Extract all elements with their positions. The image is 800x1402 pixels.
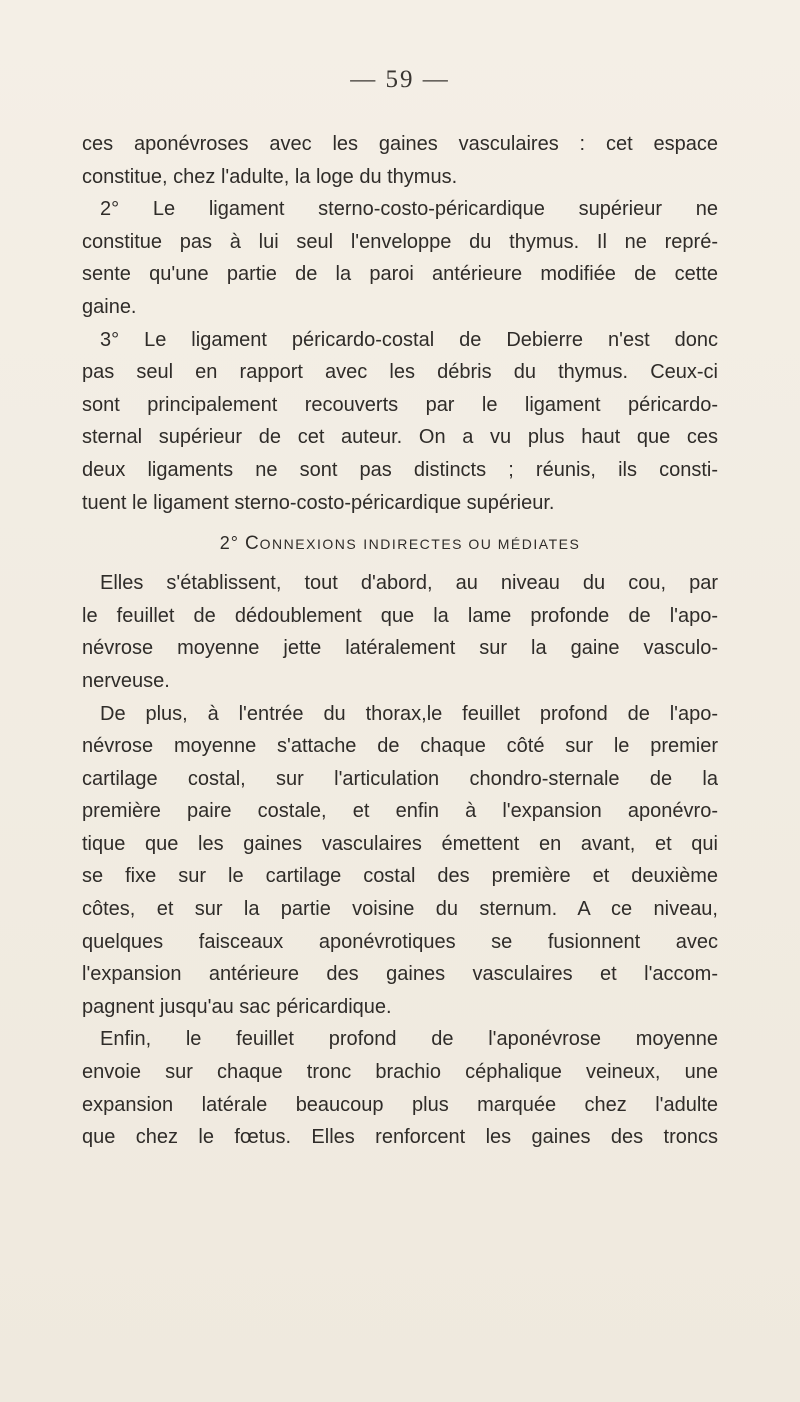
text-line: 3° Le ligament péricardo-costal de Debierre n'est donc [100, 328, 718, 351]
text-line: se fixe sur le cartilage costal des première et deuxième [82, 865, 718, 888]
text-line: névrose moyenne jette latéralement sur la gaine vasculo- [82, 637, 718, 660]
text-line: quelques faisceaux aponévrotiques se fusionnent avec [82, 930, 718, 953]
text-line: gaine. [82, 295, 137, 318]
text-line: l'expansion antérieure des gaines vasculaires et l'accom- [82, 963, 718, 986]
text-line: tique que les gaines vasculaires émettent en avant, et qui [82, 832, 718, 855]
text-line: sternal supérieur de cet auteur. On a vu plus haut que ces [82, 426, 718, 449]
text-line: Elles s'établissent, tout d'abord, au niveau du cou, par [100, 572, 718, 595]
text-line: tuent le ligament sterno-costo-péricardique supérieur. [82, 491, 555, 514]
body-text [82, 128, 718, 1154]
heading-initial: C [244, 533, 260, 555]
section-heading [82, 527, 718, 561]
text-line: pas seul en rapport avec les débris du thymus. Ceux-ci [82, 361, 718, 384]
text-line: constitue, chez l'adulte, la loge du thymus. [82, 165, 458, 188]
text-line: envoie sur chaque tronc brachio céphalique veineux, une [82, 1061, 718, 1084]
text-line: expansion latérale beaucoup plus marquée chez l'adulte [82, 1093, 718, 1116]
text-line: première paire costale, et enfin à l'expansion aponévro- [82, 800, 718, 823]
text-line: que chez le fœtus. Elles renforcent les gaines des troncs [82, 1126, 718, 1149]
text-line: le feuillet de dédoublement que la lame profonde de l'apo- [82, 604, 718, 627]
text-line: De plus, à l'entrée du thorax,le feuillet profond de l'apo- [100, 702, 718, 725]
heading-word: ONNEXIONS [259, 536, 358, 553]
text-line: ces aponévroses avec les gaines vasculaires : cet espace [82, 133, 718, 155]
text-line: pagnent jusqu'au sac péricardique. [82, 995, 392, 1018]
text-line: Enfin, le feuillet profond de l'aponévrose moyenne [100, 1028, 718, 1051]
heading-rest: INDIRECTES OU MÉDIATES [363, 536, 581, 553]
text-line: constitue pas à lui seul l'enveloppe du thymus. Il ne repré- [82, 230, 718, 253]
text-line: cartilage costal, sur l'articulation chondro-sternale de la [82, 767, 718, 790]
text-line: côtes, et sur la partie voisine du sternum. A ce niveau, [82, 898, 718, 921]
page-number: — 59 — [350, 66, 450, 93]
text-line: sont principalement recouverts par le ligament péricardo- [82, 393, 718, 416]
text-line: sente qu'une partie de la paroi antérieure modifiée de cette [82, 263, 718, 286]
text-line: 2° Le ligament sterno-costo-péricardique supérieur ne [100, 198, 718, 221]
text-line: deux ligaments ne sont pas distincts ; réunis, ils consti- [82, 458, 718, 481]
text-line: nerveuse. [82, 669, 170, 692]
section-number: 2° [219, 533, 239, 554]
text-line: névrose moyenne s'attache de chaque côté sur le premier [82, 735, 718, 758]
